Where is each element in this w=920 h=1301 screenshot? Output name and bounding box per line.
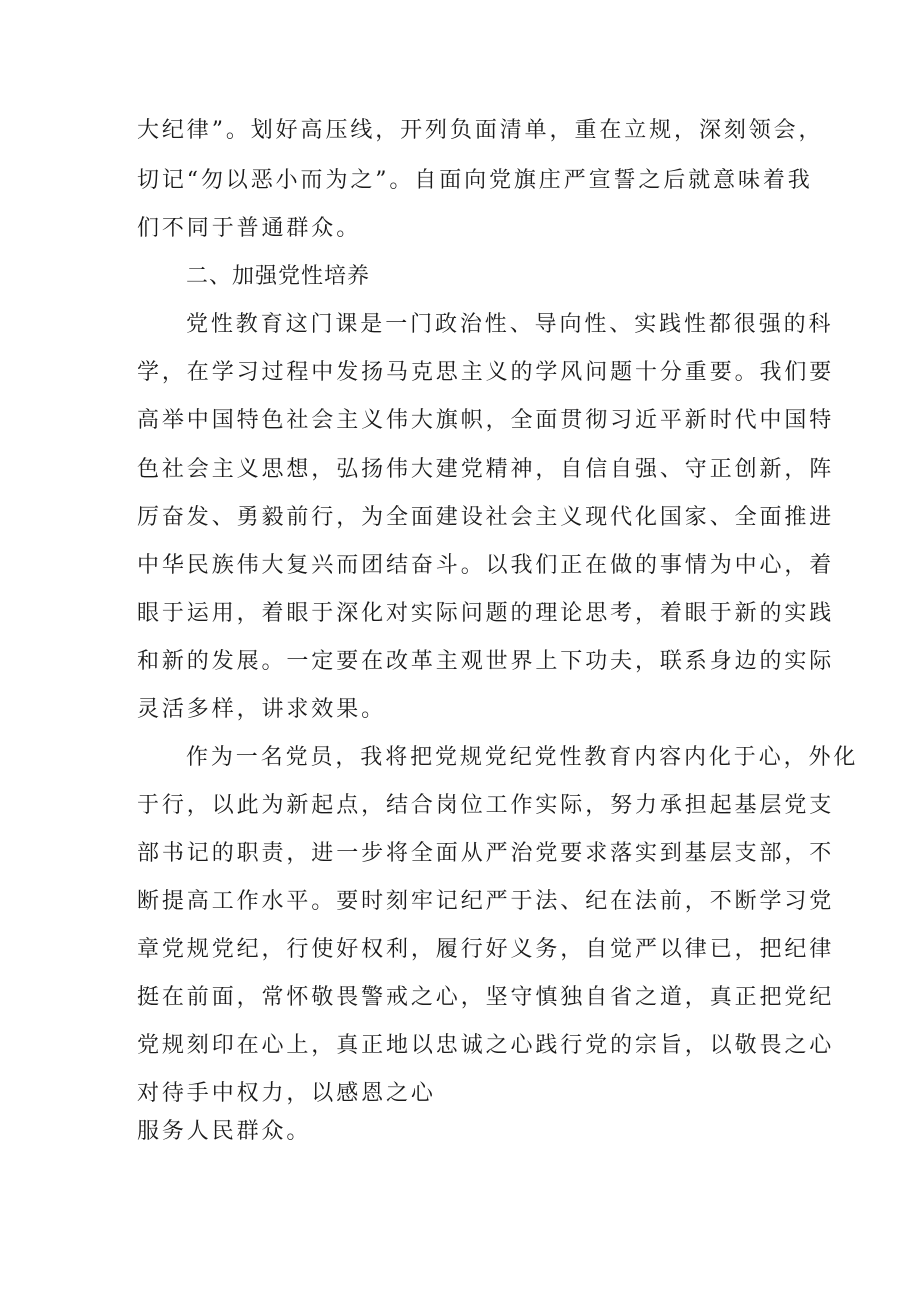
paragraph-3-line-3: 部书记的职责，进一步将全面从严治党要求落实到基层支部，不 — [137, 841, 835, 866]
paragraph-2-line-8: 和新的发展。一定要在改革主观世界上下功夫，联系身边的实际 — [137, 649, 835, 674]
paragraph-2-line-9: 灵活多样，讲求效果。 — [137, 697, 387, 722]
paragraph-1-line-2: 切记“勿以恶小而为之”。自面向党旗庄严宣誓之后就意味着我 — [137, 168, 813, 193]
paragraph-1-line-3: 们不同于普通群众。 — [137, 216, 362, 241]
paragraph-3-line-2: 于行，以此为新起点，结合岗位工作实际，努力承担起基层党支 — [137, 793, 835, 818]
paragraph-2-line-2: 学，在学习过程中发扬马克思主义的学风问题十分重要。我们要 — [137, 360, 835, 385]
paragraph-3-line-9: 服务人民群众。 — [137, 1119, 312, 1144]
paragraph-2-line-6: 中华民族伟大复兴而团结奋斗。以我们正在做的事情为中心，着 — [137, 553, 835, 578]
paragraph-2-line-1: 党性教育这门课是一门政治性、导向性、实践性都很强的科 — [186, 312, 834, 337]
paragraph-2-line-3: 高举中国特色社会主义伟大旗帜，全面贯彻习近平新时代中国特 — [137, 408, 835, 433]
paragraph-3-line-6: 挺在前面，常怀敬畏警戒之心，坚守慎独自省之道，真正把党纪 — [137, 985, 835, 1010]
paragraph-3-line-5: 章党规党纪，行使好权利，履行好义务，自觉严以律已，把纪律 — [137, 937, 835, 962]
paragraph-2-line-5: 厉奋发、勇毅前行，为全面建设社会主义现代化国家、全面推进 — [137, 505, 835, 530]
paragraph-3-line-4: 断提高工作水平。要时刻牢记纪严于法、纪在法前，不断学习党 — [137, 889, 835, 914]
paragraph-3-line-1: 作为一名党员，我将把党规党纪党性教育内容内化于心，外化 — [186, 745, 859, 770]
paragraph-1-line-1: 大纪律”。划好高压线，开列负面清单，重在立规，深刻领会， — [137, 118, 824, 143]
section-heading: 二、加强党性培养 — [186, 264, 371, 289]
paragraph-3-line-7: 党规刻印在心上，真正地以忠诚之心践行党的宗旨，以敬畏之心 — [137, 1033, 835, 1058]
paragraph-2-line-4: 色社会主义思想，弘扬伟大建党精神，自信自强、守正创新，阵 — [137, 457, 835, 482]
paragraph-2-line-7: 眼于运用，着眼于深化对实际问题的理论思考，着眼于新的实践 — [137, 601, 835, 626]
paragraph-3-line-8: 对待手中权力，以感恩之心 — [137, 1081, 436, 1106]
